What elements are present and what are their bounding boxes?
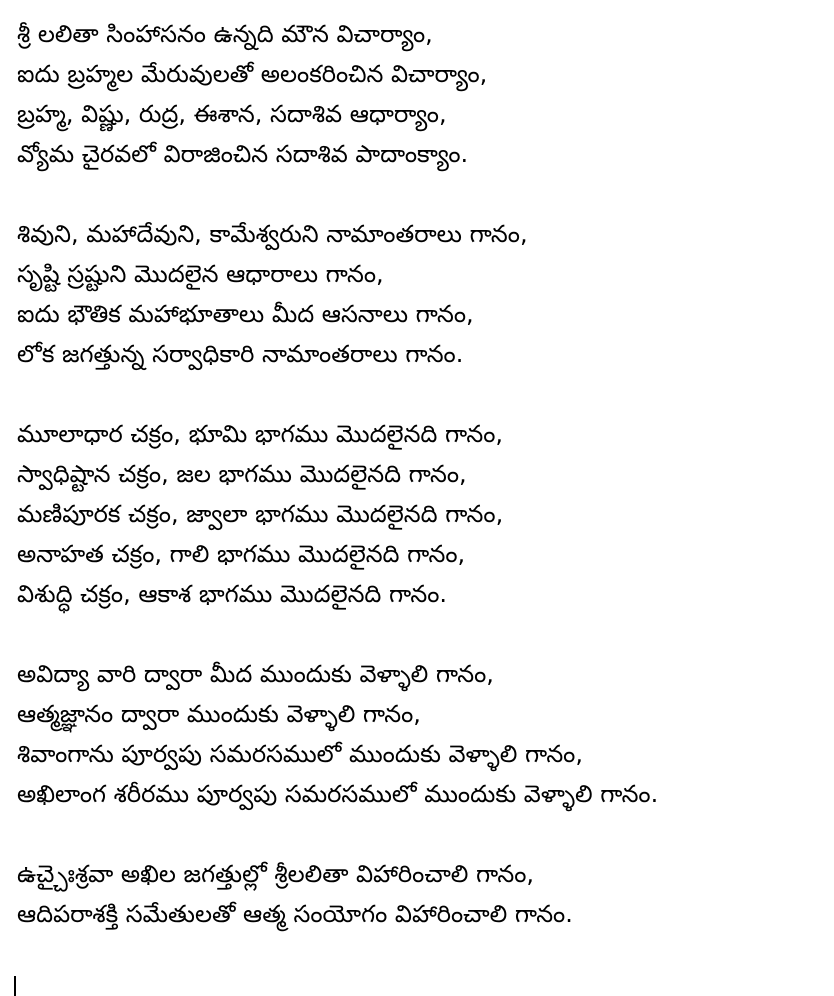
text-line: వ్యోమ చైరవలో విరాజించిన సదాశివ పాదాంక్యాం. [17, 140, 469, 168]
text-line: అఖిలాంగ శరీరము పూర్వపు సమరసములో ముందుకు వెళ్ళాలి గానం. [17, 780, 659, 808]
text-line: విశుద్ధి చక్రం, ఆకాశ భాగము మొదలైనది గానం. [17, 580, 448, 608]
stanza-4 [17, 654, 834, 814]
stanza-1 [17, 14, 834, 174]
text-line: మూలాధార చక్రం, భూమి భాగము మొదలైనది గానం, [17, 420, 504, 448]
text-line: బ్రహ్మ, విష్ణు, రుద్ర, ఈశాన, సదాశివ ఆధార్యాం, [17, 100, 447, 128]
text-line: శివుని, మహాదేవుని, కామేశ్వరుని నామాంతరాలు గానం, [17, 220, 528, 248]
text-line: శివాంగాను పూర్వపు సమరసములో ముందుకు వెళ్ళాలి గానం, [17, 740, 583, 768]
stanza-2 [17, 214, 834, 374]
text-line: సృష్టి స్రష్టుని మొదలైన ఆధారాలు గానం, [17, 260, 384, 288]
text-line: ఉచ్చైఃశ్రవా అఖిల జగత్తుల్లో శ్రీలలితా విహారించాలి గానం, [17, 860, 535, 888]
text-line: ఆదిపరాశక్తి సమేతులతో ఆత్మ సంయోగం విహారించాలి గానం. [17, 900, 573, 928]
stanza-3 [17, 414, 834, 614]
text-line: స్వాధిష్టాన చక్రం, జల భాగము మొదలైనది గానం, [17, 460, 467, 488]
text-line: ఐదు భౌతిక మహాభూతాలు మీద ఆసనాలు గానం, [17, 300, 474, 328]
text-line: అవిద్యా వారి ద్వారా మీద ముందుకు వెళ్ళాలి గానం, [17, 660, 494, 688]
text-line: శ్రీ లలితా సింహాసనం ఉన్నది మౌన విచార్యాం, [17, 20, 433, 48]
text-line: ఆత్మజ్ఞానం ద్వారా ముందుకు వెళ్ళాలి గానం, [17, 700, 421, 728]
text-line: లోక జగత్తున్న సర్వాధికారి నామాంతరాలు గానం. [17, 340, 464, 368]
text-line: మణిపూరక చక్రం, జ్వాలా భాగము మొదలైనది గానం, [17, 500, 504, 528]
text-line: అనాహత చక్రం, గాలి భాగము మొదలైనది గానం, [17, 540, 466, 568]
text-line: ఐదు బ్రహ్మల మేరువులతో అలంకరించిన విచార్యాం, [17, 60, 488, 88]
stanza-5 [17, 854, 834, 934]
text-cursor [14, 976, 16, 996]
